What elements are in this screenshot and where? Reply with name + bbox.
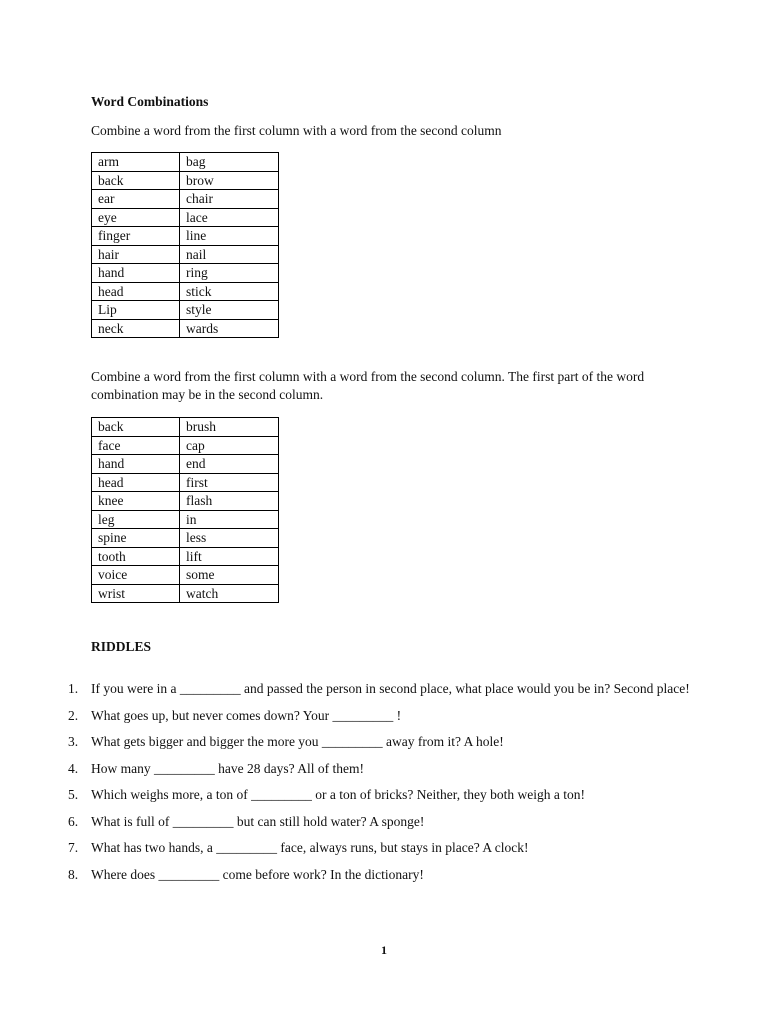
riddle-item xyxy=(60,782,700,809)
second-column-cell: line xyxy=(180,227,279,246)
word-table-1 xyxy=(91,152,279,338)
second-column-cell: nail xyxy=(180,245,279,264)
riddle-number: 3. xyxy=(68,734,79,749)
table-row xyxy=(92,436,279,455)
table-row xyxy=(92,566,279,585)
table-row xyxy=(92,584,279,603)
first-column-cell: face xyxy=(92,436,180,455)
first-column-cell: head xyxy=(92,282,180,301)
riddle-item xyxy=(60,756,700,783)
word-table-2 xyxy=(91,417,279,603)
first-column-cell: leg xyxy=(92,510,180,529)
table-row xyxy=(92,153,279,172)
riddle-text: How many _________ have 28 days? All of them! xyxy=(91,760,364,776)
riddle-item xyxy=(60,729,700,756)
second-column-cell: wards xyxy=(180,319,279,338)
riddle-text: Which weighs more, a ton of _________ or a ton of bricks? Neither, they both weigh a ton! xyxy=(91,787,585,802)
riddles-title: RIDDLES xyxy=(91,639,152,654)
riddle-number: 7. xyxy=(68,840,79,855)
riddle-number: 2. xyxy=(68,707,79,723)
first-column-cell: finger xyxy=(92,227,180,246)
table-row xyxy=(92,319,279,338)
second-column-cell: end xyxy=(180,455,279,474)
first-column-cell: voice xyxy=(92,566,180,585)
table-row xyxy=(92,301,279,320)
riddle-text: What has two hands, a _________ face, always runs, but stays in place? A clock! xyxy=(91,840,529,855)
second-column-cell: less xyxy=(180,529,279,548)
first-column-cell: hand xyxy=(92,455,180,474)
table-row xyxy=(92,171,279,190)
table-row xyxy=(92,282,279,301)
section-title: Word Combinations xyxy=(91,94,209,109)
riddle-list xyxy=(60,676,700,888)
second-column-cell: lace xyxy=(180,208,279,227)
riddle-number: 5. xyxy=(68,787,79,802)
riddle-number: 4. xyxy=(68,760,79,776)
instruction-1: Combine a word from the first column with a word from the second column xyxy=(91,123,502,138)
second-column-cell: brow xyxy=(180,171,279,190)
first-column-cell: head xyxy=(92,473,180,492)
first-column-cell: back xyxy=(92,418,180,437)
table-row xyxy=(92,418,279,437)
first-column-cell: knee xyxy=(92,492,180,511)
table-row xyxy=(92,227,279,246)
first-column-cell: neck xyxy=(92,319,180,338)
riddle-number: 8. xyxy=(68,866,79,882)
riddle-text: Where does _________ come before work? In the dictionary! xyxy=(91,866,424,882)
second-column-cell: lift xyxy=(180,547,279,566)
riddle-text: What gets bigger and bigger the more you _________ away from it? A hole! xyxy=(91,734,504,749)
riddle-text: If you were in a _________ and passed the person in second place, what place would you be in? Second place! xyxy=(91,681,690,696)
table-row xyxy=(92,473,279,492)
second-column-cell: some xyxy=(180,566,279,585)
first-column-cell: eye xyxy=(92,208,180,227)
second-column-cell: first xyxy=(180,473,279,492)
second-column-cell: in xyxy=(180,510,279,529)
riddle-number: 1. xyxy=(68,681,79,696)
table-row xyxy=(92,264,279,283)
second-column-cell: watch xyxy=(180,584,279,603)
table-row xyxy=(92,492,279,511)
table-row xyxy=(92,547,279,566)
riddle-item xyxy=(60,703,700,730)
riddle-text: What goes up, but never comes down? Your _________ ! xyxy=(91,707,402,723)
table-row xyxy=(92,208,279,227)
instruction-2: Combine a word from the first column with a word from the second column. The first part of the word combination may be in the second column. xyxy=(91,369,645,402)
table-row xyxy=(92,245,279,264)
second-column-cell: cap xyxy=(180,436,279,455)
first-column-cell: wrist xyxy=(92,584,180,603)
second-column-cell: bag xyxy=(180,153,279,172)
riddle-item xyxy=(60,676,700,703)
first-column-cell: ear xyxy=(92,190,180,209)
first-column-cell: tooth xyxy=(92,547,180,566)
table-row xyxy=(92,510,279,529)
second-column-cell: style xyxy=(180,301,279,320)
page-number: 1 xyxy=(381,943,387,957)
riddle-item xyxy=(60,835,700,862)
first-column-cell: hair xyxy=(92,245,180,264)
riddle-text: What is full of _________ but can still hold water? A sponge! xyxy=(91,813,425,829)
table-row xyxy=(92,455,279,474)
table-row xyxy=(92,190,279,209)
second-column-cell: chair xyxy=(180,190,279,209)
riddle-item xyxy=(60,809,700,836)
first-column-cell: Lip xyxy=(92,301,180,320)
first-column-cell: back xyxy=(92,171,180,190)
second-column-cell: brush xyxy=(180,418,279,437)
first-column-cell: hand xyxy=(92,264,180,283)
second-column-cell: flash xyxy=(180,492,279,511)
riddle-number: 6. xyxy=(68,813,79,829)
riddle-item xyxy=(60,862,700,889)
table-row xyxy=(92,529,279,548)
second-column-cell: ring xyxy=(180,264,279,283)
second-column-cell: stick xyxy=(180,282,279,301)
first-column-cell: spine xyxy=(92,529,180,548)
first-column-cell: arm xyxy=(92,153,180,172)
